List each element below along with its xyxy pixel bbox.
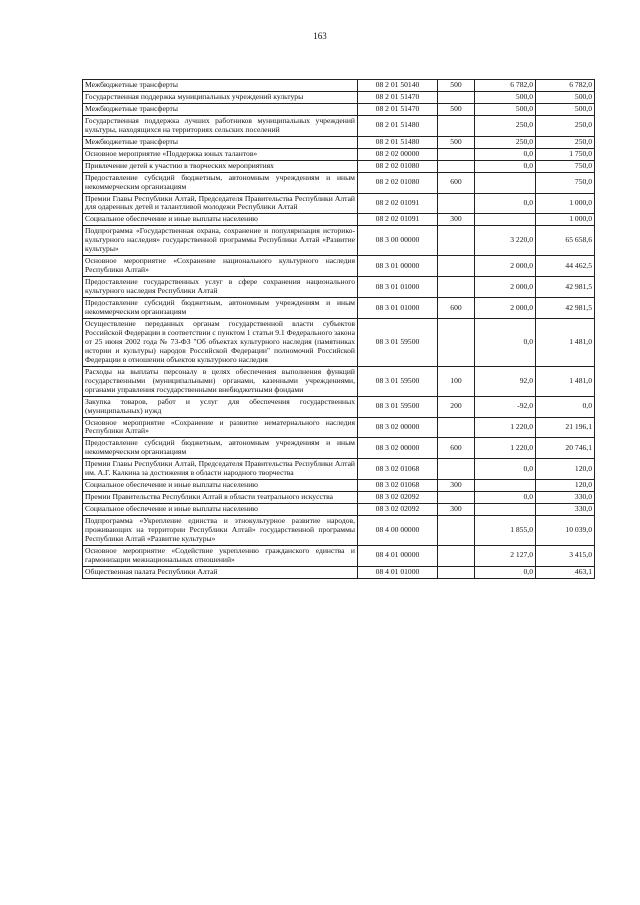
row-sum-total-cell: 500,0 xyxy=(536,103,595,115)
budget-table-body xyxy=(83,80,595,579)
row-name-cell: Социальное обеспечение и иные выплаты населению xyxy=(83,480,358,492)
row-name-cell: Социальное обеспечение и иные выплаты населению xyxy=(83,504,358,516)
row-vr-cell xyxy=(438,160,475,172)
table-row xyxy=(83,193,595,214)
table-row xyxy=(83,417,595,438)
row-sum-total-cell: 1 481,0 xyxy=(536,318,595,366)
budget-table xyxy=(82,79,595,579)
row-sum-total-cell: 120,0 xyxy=(536,459,595,480)
row-name-cell: Предоставление субсидий бюджетным, автономным учреждениям и иным некоммерческим организациям xyxy=(83,438,358,459)
table-row xyxy=(83,516,595,546)
row-sum-change-cell: 0,0 xyxy=(475,318,536,366)
row-vr-cell xyxy=(438,115,475,136)
row-name-cell: Закупка товаров, работ и услуг для обеспечения государственных (муниципальных) нужд xyxy=(83,396,358,417)
row-sum-change-cell: 3 220,0 xyxy=(475,226,536,256)
row-code-cell: 08 3 01 59500 xyxy=(358,396,438,417)
row-sum-change-cell: 1 220,0 xyxy=(475,417,536,438)
table-row xyxy=(83,396,595,417)
row-name-cell: Межбюджетные трансферты xyxy=(83,80,358,92)
row-name-cell: Предоставление государственных услуг в сфере сохранения национального культурного наследия Республики Алтай xyxy=(83,277,358,298)
row-sum-change-cell: 2 000,0 xyxy=(475,298,536,319)
row-name-cell: Подпрограмма «Укрепление единства и этнокультурное развитие народов, проживающих на территории Республики Алтай» государственной программы Республики Алтай «Развитие культуры» xyxy=(83,516,358,546)
row-sum-change-cell xyxy=(475,480,536,492)
row-code-cell: 08 4 01 01000 xyxy=(358,566,438,578)
row-sum-change-cell: 500,0 xyxy=(475,103,536,115)
table-row xyxy=(83,504,595,516)
row-code-cell: 08 4 01 00000 xyxy=(358,545,438,566)
row-sum-change-cell: 0,0 xyxy=(475,566,536,578)
row-sum-total-cell: 120,0 xyxy=(536,480,595,492)
row-sum-change-cell: 250,0 xyxy=(475,136,536,148)
row-code-cell: 08 2 01 51480 xyxy=(358,115,438,136)
table-row xyxy=(83,298,595,319)
row-code-cell: 08 3 01 01000 xyxy=(358,298,438,319)
table-row xyxy=(83,566,595,578)
row-name-cell: Премии Главы Республики Алтай, Председателя Правительства Республики Алтай для одаренных детей и талантливой молодежи Республики Алтай xyxy=(83,193,358,214)
row-sum-total-cell: 250,0 xyxy=(536,136,595,148)
row-vr-cell: 300 xyxy=(438,504,475,516)
row-vr-cell xyxy=(438,417,475,438)
row-vr-cell: 500 xyxy=(438,103,475,115)
row-vr-cell xyxy=(438,193,475,214)
row-sum-total-cell: 463,1 xyxy=(536,566,595,578)
row-code-cell: 08 2 02 01091 xyxy=(358,214,438,226)
row-name-cell: Основное мероприятие «Сохранение национального культурного наследия Республики Алтай» xyxy=(83,256,358,277)
row-sum-change-cell: 1 855,0 xyxy=(475,516,536,546)
row-sum-change-cell: 2 000,0 xyxy=(475,256,536,277)
row-sum-total-cell: 1 000,0 xyxy=(536,193,595,214)
row-name-cell: Общественная палата Республики Алтай xyxy=(83,566,358,578)
row-code-cell: 08 3 00 00000 xyxy=(358,226,438,256)
row-sum-change-cell: 0,0 xyxy=(475,160,536,172)
row-sum-change-cell: 250,0 xyxy=(475,115,536,136)
table-row xyxy=(83,256,595,277)
row-vr-cell xyxy=(438,566,475,578)
table-row xyxy=(83,148,595,160)
row-sum-total-cell: 44 462,5 xyxy=(536,256,595,277)
row-vr-cell xyxy=(438,256,475,277)
row-sum-change-cell: 2 000,0 xyxy=(475,277,536,298)
row-code-cell: 08 3 02 01068 xyxy=(358,459,438,480)
row-vr-cell xyxy=(438,545,475,566)
row-code-cell: 08 2 02 01080 xyxy=(358,172,438,193)
row-sum-total-cell: 1 750,0 xyxy=(536,148,595,160)
row-sum-change-cell: 1 220,0 xyxy=(475,438,536,459)
row-name-cell: Привлечение детей к участию в творческих мероприятиях xyxy=(83,160,358,172)
row-sum-change-cell: -92,0 xyxy=(475,396,536,417)
row-code-cell: 08 3 02 00000 xyxy=(358,438,438,459)
row-name-cell: Премии Главы Республики Алтай, Председателя Правительства Республики Алтай им. А.Г. Калкина за достижения в области народного творчества xyxy=(83,459,358,480)
row-sum-change-cell xyxy=(475,504,536,516)
row-code-cell: 08 3 01 01000 xyxy=(358,277,438,298)
row-name-cell: Подпрограмма «Государственная охрана, сохранение и популяризация историко-культурного наследия» государственной программы Республики Алтай «Развитие культуры» xyxy=(83,226,358,256)
row-code-cell: 08 2 01 51480 xyxy=(358,136,438,148)
row-sum-change-cell: 0,0 xyxy=(475,492,536,504)
table-row xyxy=(83,91,595,103)
row-code-cell: 08 3 02 02092 xyxy=(358,504,438,516)
table-row xyxy=(83,366,595,396)
row-sum-total-cell: 6 782,0 xyxy=(536,80,595,92)
row-vr-cell: 600 xyxy=(438,172,475,193)
row-code-cell: 08 3 02 02092 xyxy=(358,492,438,504)
row-code-cell: 08 2 02 00000 xyxy=(358,148,438,160)
row-name-cell: Предоставление субсидий бюджетным, автономным учреждениям и иным некоммерческим организациям xyxy=(83,298,358,319)
row-name-cell: Предоставление субсидий бюджетным, автономным учреждениям и иным некоммерческим организациям xyxy=(83,172,358,193)
row-vr-cell xyxy=(438,226,475,256)
table-row xyxy=(83,492,595,504)
row-sum-change-cell: 2 127,0 xyxy=(475,545,536,566)
row-vr-cell: 600 xyxy=(438,298,475,319)
row-name-cell: Государственная поддержка муниципальных учреждений культуры xyxy=(83,91,358,103)
row-sum-change-cell: 0,0 xyxy=(475,459,536,480)
row-vr-cell: 300 xyxy=(438,214,475,226)
row-name-cell: Социальное обеспечение и иные выплаты населению xyxy=(83,214,358,226)
row-sum-total-cell: 10 039,0 xyxy=(536,516,595,546)
row-sum-total-cell: 42 981,5 xyxy=(536,298,595,319)
row-sum-change-cell: 0,0 xyxy=(475,193,536,214)
row-sum-total-cell: 65 658,6 xyxy=(536,226,595,256)
row-sum-total-cell: 250,0 xyxy=(536,115,595,136)
row-vr-cell xyxy=(438,91,475,103)
row-name-cell: Осуществление переданных органам государственной власти субъектов Российской Федерации в соответствии с пунктом 1 статьи 9.1 Федерального закона от 25 июня 2002 года № 73-ФЗ "Об объектах культурного наследия (памятниках истории и культуры) народов Российской Федерации" полномочий Российской Федерации в отношении объектов культурного наследия xyxy=(83,318,358,366)
table-row xyxy=(83,226,595,256)
row-code-cell: 08 3 02 00000 xyxy=(358,417,438,438)
row-name-cell: Государственная поддержка лучших работников муниципальных учреждений культуры, находящихся на территориях сельских поселений xyxy=(83,115,358,136)
row-vr-cell xyxy=(438,516,475,546)
row-name-cell: Расходы на выплаты персоналу в целях обеспечения выполнения функций государственными (муниципальными) органами, казенными учреждениями, органами управления государственными внебюджетными фондами xyxy=(83,366,358,396)
row-vr-cell xyxy=(438,459,475,480)
row-sum-change-cell xyxy=(475,214,536,226)
row-sum-change-cell: 92,0 xyxy=(475,366,536,396)
row-vr-cell xyxy=(438,492,475,504)
row-name-cell: Основное мероприятие «Поддержка юных талантов» xyxy=(83,148,358,160)
row-code-cell: 08 3 01 59500 xyxy=(358,366,438,396)
row-vr-cell: 600 xyxy=(438,438,475,459)
table-row xyxy=(83,545,595,566)
table-row xyxy=(83,480,595,492)
table-row xyxy=(83,318,595,366)
row-code-cell: 08 2 02 01080 xyxy=(358,160,438,172)
table-row xyxy=(83,136,595,148)
row-sum-change-cell xyxy=(475,172,536,193)
row-name-cell: Премии Правительства Республики Алтай в области театрального искусства xyxy=(83,492,358,504)
table-row xyxy=(83,115,595,136)
row-sum-total-cell: 42 981,5 xyxy=(536,277,595,298)
row-vr-cell xyxy=(438,318,475,366)
row-sum-change-cell: 500,0 xyxy=(475,91,536,103)
row-name-cell: Основное мероприятие «Содействие укреплению гражданского единства и гармонизации межнациональных отношений» xyxy=(83,545,358,566)
table-row xyxy=(83,80,595,92)
row-vr-cell: 100 xyxy=(438,366,475,396)
row-sum-total-cell: 1 481,0 xyxy=(536,366,595,396)
table-row xyxy=(83,172,595,193)
row-vr-cell: 500 xyxy=(438,80,475,92)
row-sum-total-cell: 1 000,0 xyxy=(536,214,595,226)
row-sum-total-cell: 750,0 xyxy=(536,172,595,193)
row-code-cell: 08 4 00 00000 xyxy=(358,516,438,546)
row-sum-total-cell: 330,0 xyxy=(536,504,595,516)
row-vr-cell xyxy=(438,277,475,298)
row-vr-cell xyxy=(438,148,475,160)
row-sum-total-cell: 330,0 xyxy=(536,492,595,504)
row-name-cell: Межбюджетные трансферты xyxy=(83,103,358,115)
row-vr-cell: 500 xyxy=(438,136,475,148)
row-code-cell: 08 2 01 50140 xyxy=(358,80,438,92)
row-vr-cell: 300 xyxy=(438,480,475,492)
table-row xyxy=(83,459,595,480)
row-code-cell: 08 3 02 01068 xyxy=(358,480,438,492)
table-row xyxy=(83,438,595,459)
table-row xyxy=(83,160,595,172)
row-code-cell: 08 3 01 00000 xyxy=(358,256,438,277)
table-row xyxy=(83,214,595,226)
row-sum-change-cell: 0,0 xyxy=(475,148,536,160)
row-vr-cell: 200 xyxy=(438,396,475,417)
row-sum-total-cell: 21 196,1 xyxy=(536,417,595,438)
row-sum-total-cell: 20 746,1 xyxy=(536,438,595,459)
row-sum-change-cell: 6 782,0 xyxy=(475,80,536,92)
row-sum-total-cell: 500,0 xyxy=(536,91,595,103)
row-name-cell: Межбюджетные трансферты xyxy=(83,136,358,148)
page-number: 163 xyxy=(313,31,327,41)
row-name-cell: Основное мероприятие «Сохранение и развитие нематериального наследия Республики Алтай» xyxy=(83,417,358,438)
row-code-cell: 08 2 01 51470 xyxy=(358,103,438,115)
row-sum-total-cell: 3 415,0 xyxy=(536,545,595,566)
row-code-cell: 08 3 01 59500 xyxy=(358,318,438,366)
row-sum-total-cell: 0,0 xyxy=(536,396,595,417)
row-sum-total-cell: 750,0 xyxy=(536,160,595,172)
row-code-cell: 08 2 01 51470 xyxy=(358,91,438,103)
table-row xyxy=(83,277,595,298)
table-row xyxy=(83,103,595,115)
row-code-cell: 08 2 02 01091 xyxy=(358,193,438,214)
